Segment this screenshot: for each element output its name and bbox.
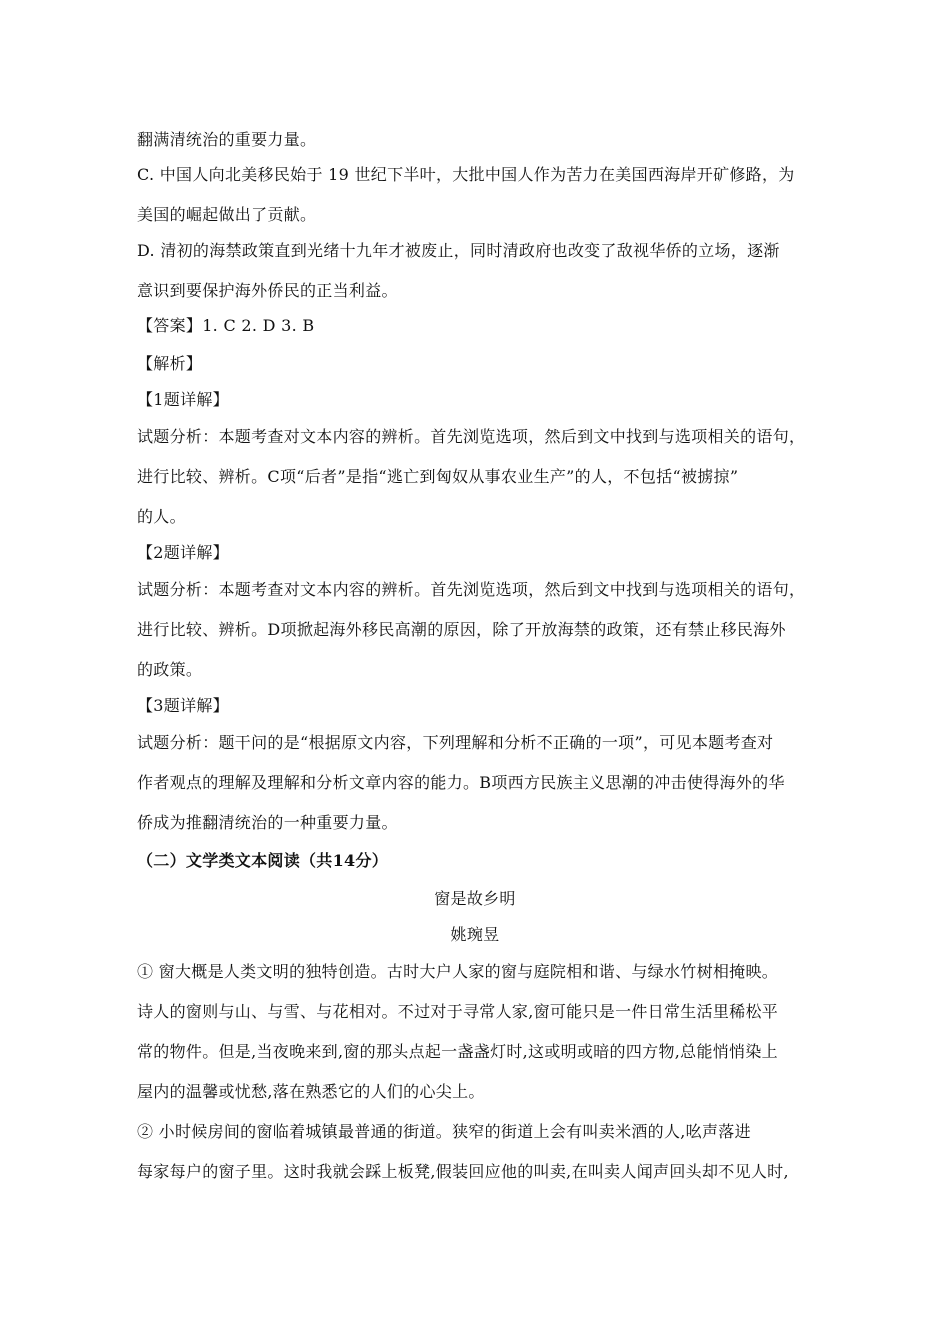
article-author: 姚琬昱: [450, 925, 500, 944]
paragraph-line: 常的物件。但是,当夜晚来到,窗的那头点起一盏盏灯时,这或明或暗的四方物,总能悄悄染上: [137, 1042, 778, 1061]
text-line: 作者观点的理解及理解和分析文章内容的能力。B项西方民族主义思潮的冲击使得海外的华: [137, 773, 785, 792]
paragraph-line: 诗人的窗则与山、与雪、与花相对。不过对于寻常人家,窗可能只是一件日常生活里稀松平: [137, 1002, 779, 1021]
section-heading: 【3题详解】: [137, 696, 229, 715]
text-line: 翻满清统治的重要力量。: [137, 130, 317, 149]
text-line: 侨成为推翻清统治的一种重要力量。: [137, 813, 398, 832]
text-line: 的政策。: [137, 660, 203, 679]
section-title: （二）文学类文本阅读（共14分）: [137, 851, 389, 870]
paragraph-line: ② 小时候房间的窗临着城镇最普通的街道。狭窄的街道上会有叫卖米酒的人,吆声落进: [137, 1122, 751, 1141]
paragraph-line: 屋内的温馨或忧愁,落在熟悉它的人们的心尖上。: [137, 1082, 485, 1101]
text-line: 美国的崛起做出了贡献。: [137, 205, 317, 224]
section-heading: 【1题详解】: [137, 390, 229, 409]
text-line: 的人。: [137, 507, 186, 526]
section-heading: 【2题详解】: [137, 543, 229, 562]
text-line: 进行比较、辨析。C项“后者”是指“逃亡到匈奴从事农业生产”的人，不包括“被掳掠”: [137, 467, 739, 486]
text-line: 试题分析：本题考查对文本内容的辨析。首先浏览选项，然后到文中找到与选项相关的语句，: [137, 580, 806, 599]
text-line: C. 中国人向北美移民始于 19 世纪下半叶，大批中国人作为苦力在美国西海岸开矿修路，为: [137, 165, 795, 184]
section-heading: 【解析】: [137, 354, 203, 373]
text-line: 意识到要保护海外侨民的正当利益。: [137, 281, 398, 300]
paragraph-line: 每家每户的窗子里。这时我就会踩上板凳,假装回应他的叫卖,在叫卖人闻声回头却不见人时,: [137, 1162, 789, 1181]
paragraph-line: ① 窗大概是人类文明的独特创造。古时大户人家的窗与庭院相和谐、与绿水竹树相掩映。: [137, 962, 779, 981]
article-title: 窗是故乡明: [434, 889, 516, 908]
text-line: 进行比较、辨析。D项掀起海外移民高潮的原因，除了开放海禁的政策，还有禁止移民海外: [137, 620, 786, 639]
text-line: D. 清初的海禁政策直到光绪十九年才被废止，同时清政府也改变了敌视华侨的立场，逐渐: [137, 241, 780, 260]
answer-line: 【答案】1. C 2. D 3. B: [137, 316, 315, 335]
text-line: 试题分析：题干问的是“根据原文内容，下列理解和分析不正确的一项”，可见本题考查对: [137, 733, 774, 752]
text-line: 试题分析：本题考查对文本内容的辨析。首先浏览选项，然后到文中找到与选项相关的语句，: [137, 427, 806, 446]
